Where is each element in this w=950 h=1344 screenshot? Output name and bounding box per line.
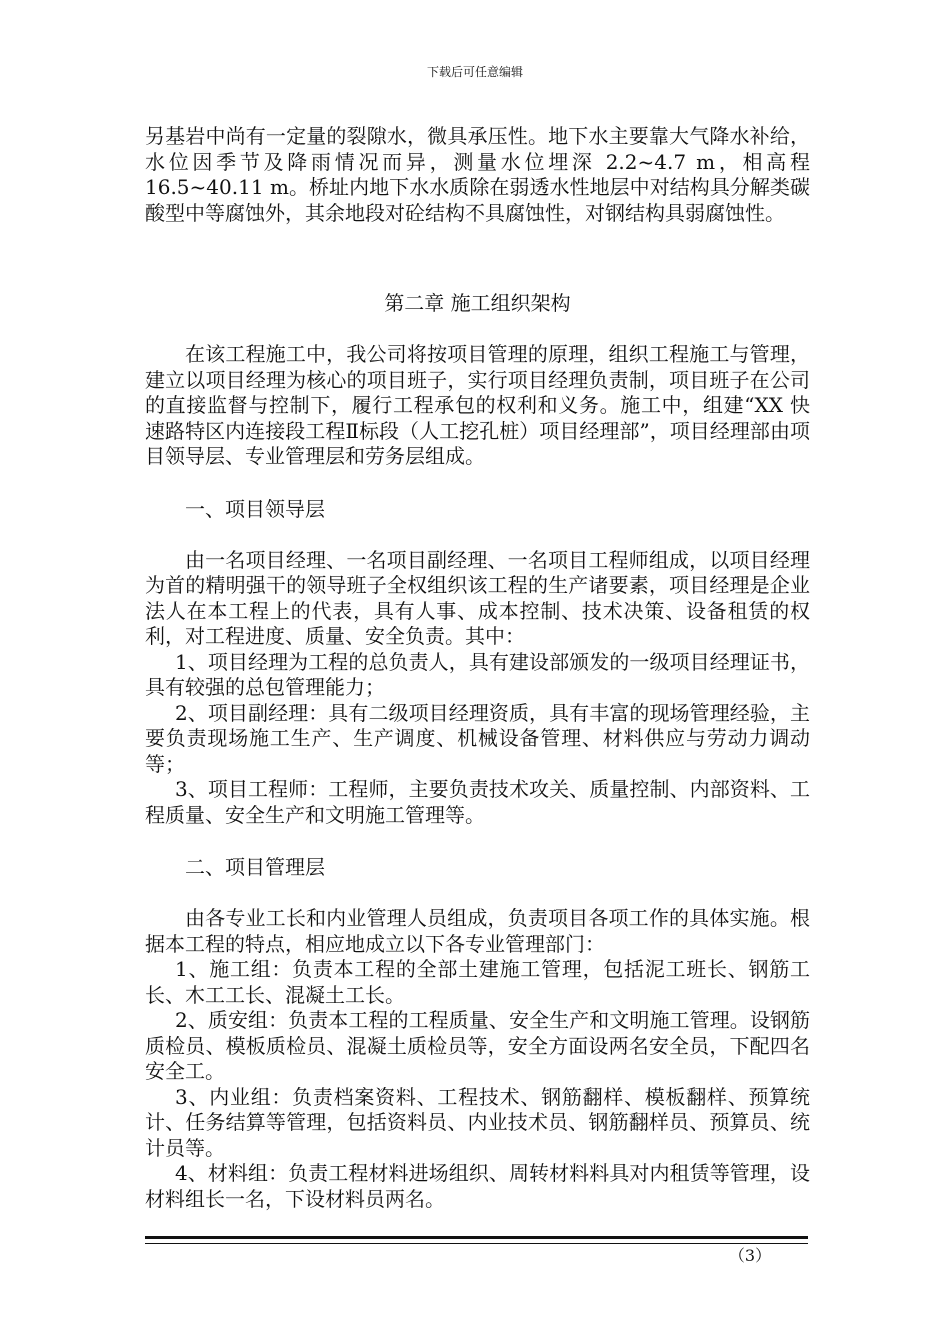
- footer-rule-thick: [145, 1236, 808, 1239]
- page-number: （3）: [728, 1246, 772, 1265]
- paragraph-leadership: 由一名项目经理、一名项目副经理、一名项目工程师组成，以项目经理为首的精明强干的领导班子全权组织该工程的生产诸要素，项目经理是企业法人在本工程上的代表，具有人事、成本控制、技术决策、设备租赁的权利，对工程进度、质量、安全负责。其中：: [145, 547, 810, 648]
- list-item: 1、项目经理为工程的总负责人，具有建设部颁发的一级项目经理证书，具有较强的总包管理能力；: [145, 649, 810, 699]
- chapter-title: 第二章 施工组织架构: [384, 291, 571, 315]
- list-item: 4、材料组：负责工程材料进场组织、周转材料料具对内租赁等管理，设材料组长一名，下设材料员两名。: [145, 1161, 810, 1211]
- list-item: 2、项目副经理：具有二级项目经理资质，具有丰富的现场管理经验，主要负责现场施工生产、生产调度、机械设备管理、材料供应与劳动力调动等；: [145, 700, 810, 776]
- header-note: 下载后可任意编辑: [426, 65, 523, 79]
- list-item: 3、内业组：负责档案资料、工程技术、钢筋翻样、模板翻样、预算统计、任务结算等管理，包括资料员、内业技术员、钢筋翻样员、预算员、统计员等。: [145, 1084, 810, 1160]
- list-item: 1、施工组：负责本工程的全部土建施工管理，包括泥工班长、钢筋工长、木工工长、混凝土工长。: [145, 957, 810, 1007]
- paragraph-management: 由各专业工长和内业管理人员组成，负责项目各项工作的具体实施。根据本工程的特点，相应地成立以下各专业管理部门：: [145, 906, 810, 956]
- footer-rule-thin: [145, 1243, 808, 1244]
- section-heading-leadership: 一、项目领导层: [185, 496, 325, 521]
- list-item: 2、质安组：负责本工程的工程质量、安全生产和文明施工管理。设钢筋质检员、模板质检员、混凝土质检员等，安全方面设两名安全员，下配四名安全工。: [145, 1008, 810, 1083]
- section-heading-management: 二、项目管理层: [185, 855, 325, 879]
- list-item: 3、项目工程师：工程师，主要负责技术攻关、质量控制、内部资料、工程质量、安全生产和文明施工管理等。: [145, 777, 810, 827]
- document-body: [145, 124, 810, 1212]
- paragraph-groundwater: 另基岩中尚有一定量的裂隙水，微具承压性。地下水主要靠大气降水补给，水位因季节及降雨情况而异，测量水位埋深 2.2~4.7 m，相高程 16.5~40.11 m。桥址内地下水水质除在弱透水性地层中对结构具分解类碳酸型中等腐蚀外，其余地段对砼结构不具腐蚀性，对钢结构具弱腐蚀性。: [145, 124, 810, 225]
- paragraph-intro: 在该工程施工中，我公司将按项目管理的原理，组织工程施工与管理，建立以项目经理为核心的项目班子，实行项目经理负责制，项目班子在公司的直接监督与控制下，履行工程承包的权利和义务。施工中，组建“XX 快速路特区内连接段工程Ⅱ标段（人工挖孔桩）项目经理部”，项目经理部由项目领导层、专业管理层和劳务层组成。: [145, 342, 810, 468]
